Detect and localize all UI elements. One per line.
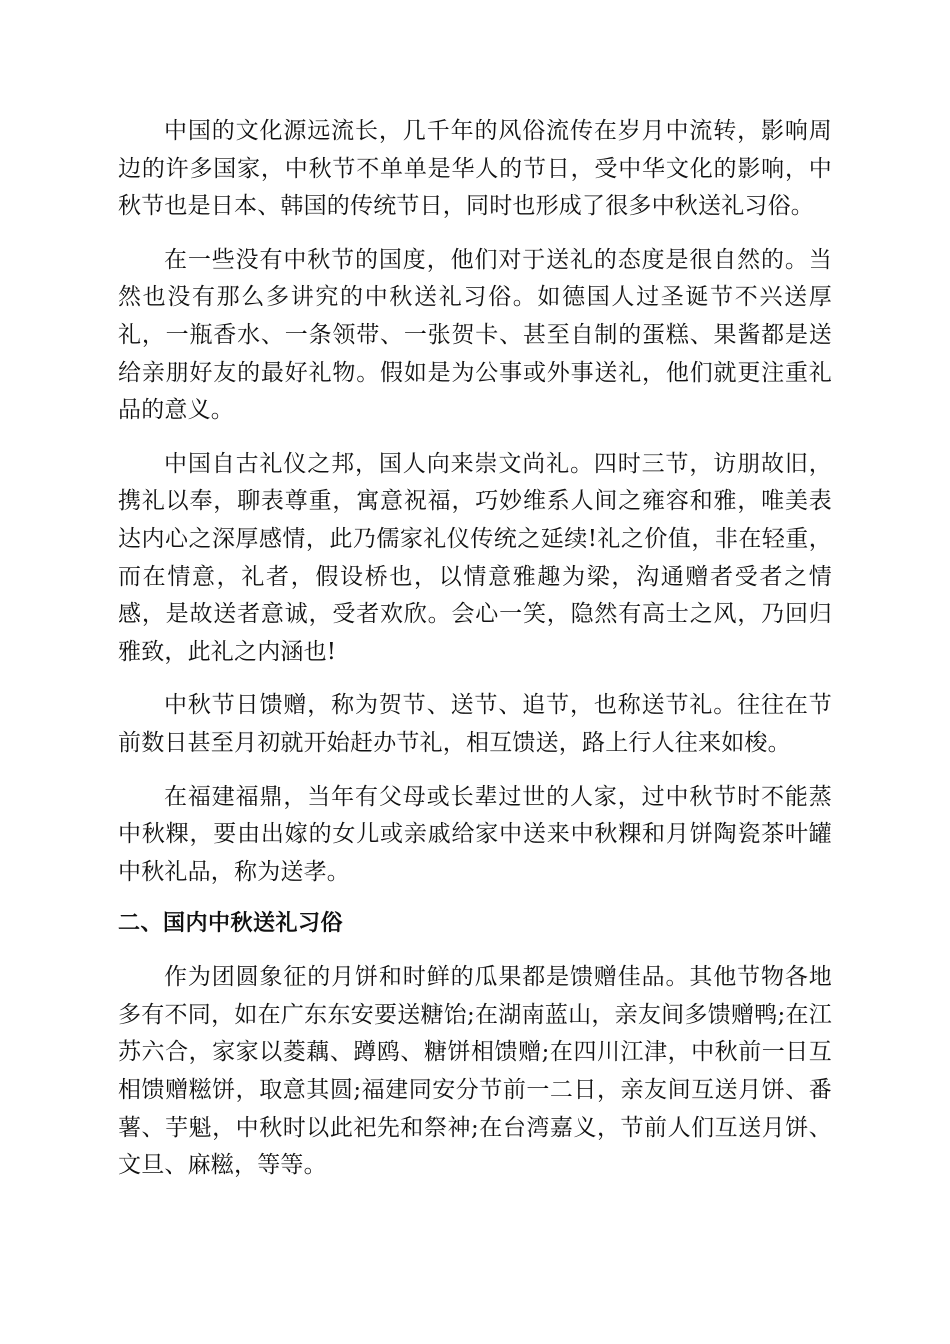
paragraph: 在一些没有中秋节的国度，他们对于送礼的态度是很自然的。当然也没有那么多讲究的中秋送礼习俗。如德国人过圣诞节不兴送厚礼，一瓶香水、一条领带、一张贺卡、甚至自制的蛋糕、果酱都是送给亲朋好友的最好礼物。假如是为公事或外事送礼，他们就更注重礼品的意义。 [118, 246, 832, 424]
paragraph: 中秋节日馈赠，称为贺节、送节、追节，也称送节礼。往往在节前数日甚至月初就开始赶办节礼，相互馈送，路上行人往来如梭。 [118, 692, 832, 756]
paragraph: 中国自古礼仪之邦，国人向来崇文尚礼。四时三节，访朋故旧，携礼以奉，聊表尊重，寓意祝福，巧妙维系人间之雍容和雅，唯美表达内心之深厚感情，此乃儒家礼仪传统之延续!礼之价值，非在轻重，而在情意，礼者，假设桥也，以情意雅趣为梁，沟通赠者受者之情感，是故送者意诚，受者欢欣。会心一笑，隐然有高士之风，乃回归雅致，此礼之内涵也! [118, 450, 832, 665]
paragraph: 在福建福鼎，当年有父母或长辈过世的人家，过中秋节时不能蒸中秋粿，要由出嫁的女儿或亲戚给家中送来中秋粿和月饼陶瓷茶叶罐中秋礼品，称为送孝。 [118, 783, 832, 885]
section-heading: 二、国内中秋送礼习俗 [118, 911, 344, 937]
paragraph: 中国的文化源远流长，几千年的风俗流传在岁月中流转，影响周边的许多国家，中秋节不单单是华人的节日，受中华文化的影响，中秋节也是日本、韩国的传统节日，同时也形成了很多中秋送礼习俗。 [118, 118, 832, 220]
document-page [118, 113, 832, 1201]
paragraph: 作为团圆象征的月饼和时鲜的瓜果都是馈赠佳品。其他节物各地多有不同，如在广东东安要送糖饴;在湖南蓝山，亲友间多馈赠鸭;在江苏六合，家家以菱藕、蹲鸥、糖饼相馈赠;在四川江津，中秋前一日互相馈赠糍饼，取意其圆;福建同安分节前一二日，亲友间互送月饼、番薯、芋魁，中秋时以此祀先和祭神;在台湾嘉义，节前人们互送月饼、文旦、麻糍，等等。 [118, 964, 832, 1179]
